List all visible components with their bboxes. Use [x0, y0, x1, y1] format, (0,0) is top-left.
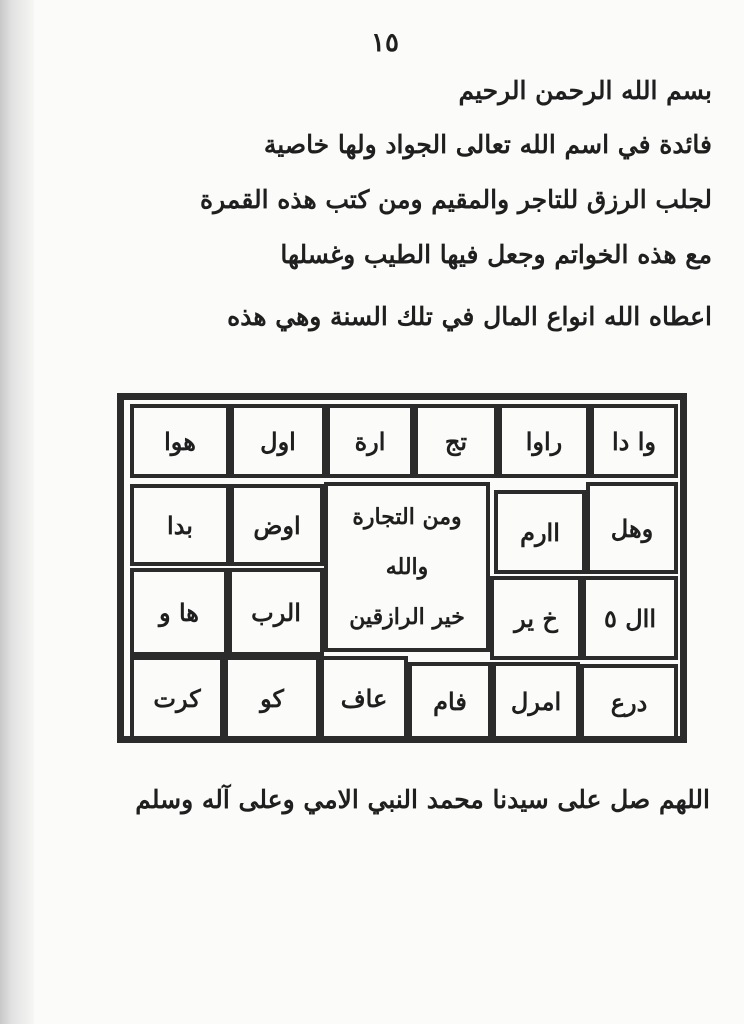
grid-cell: امرل — [492, 662, 580, 740]
grid-cell: تج — [414, 404, 498, 478]
grid-cell: هوا — [130, 404, 230, 478]
grid-cell: بدا — [130, 484, 230, 566]
basmala-line: بسم الله الرحمن الرحيم — [458, 76, 712, 105]
grid-center-cell — [324, 482, 490, 652]
page-edge-shadow — [0, 0, 34, 1024]
grid-cell: اوض — [230, 484, 324, 566]
header-line-2: فائدة في اسم الله تعالى الجواد ولها خاصية — [263, 130, 712, 159]
grid-cell: وا دا — [590, 404, 678, 478]
grid-cell: اول — [230, 404, 326, 478]
grid-cell: راوا — [498, 404, 590, 478]
grid-cell: اارم — [494, 490, 586, 574]
closing-prayer-line: اللهم صل على سيدنا محمد النبي الامي وعلى آله وسلم — [135, 785, 710, 814]
grid-cell: عاف — [320, 656, 408, 740]
center-line-3: خير الرازقين — [349, 604, 465, 630]
grid-cell: اال ٥ — [582, 576, 678, 660]
page-number: ١٥ — [371, 28, 399, 58]
grid-cell: ها و — [130, 568, 228, 656]
grid-cell: الرب — [228, 568, 324, 656]
grid-cell: كرت — [130, 656, 224, 740]
grid-cell: ارة — [326, 404, 414, 478]
grid-cell: كو — [224, 656, 320, 740]
grid-cell: درع — [580, 664, 678, 740]
grid-cell: وهل — [586, 482, 678, 574]
header-line-4: مع هذه الخواتم وجعل فيها الطيب وغسلها — [280, 240, 712, 269]
header-line-3: لجلب الرزق للتاجر والمقيم ومن كتب هذه القمرة — [200, 185, 712, 214]
grid-cell: فام — [408, 662, 492, 740]
header-line-5: اعطاه الله انواع المال في تلك السنة وهي هذه — [227, 302, 712, 331]
grid-cell: خ ير — [490, 576, 582, 660]
center-line-1: ومن التجارة — [352, 504, 462, 530]
talisman-grid — [117, 393, 687, 743]
center-line-2: والله — [385, 554, 429, 580]
